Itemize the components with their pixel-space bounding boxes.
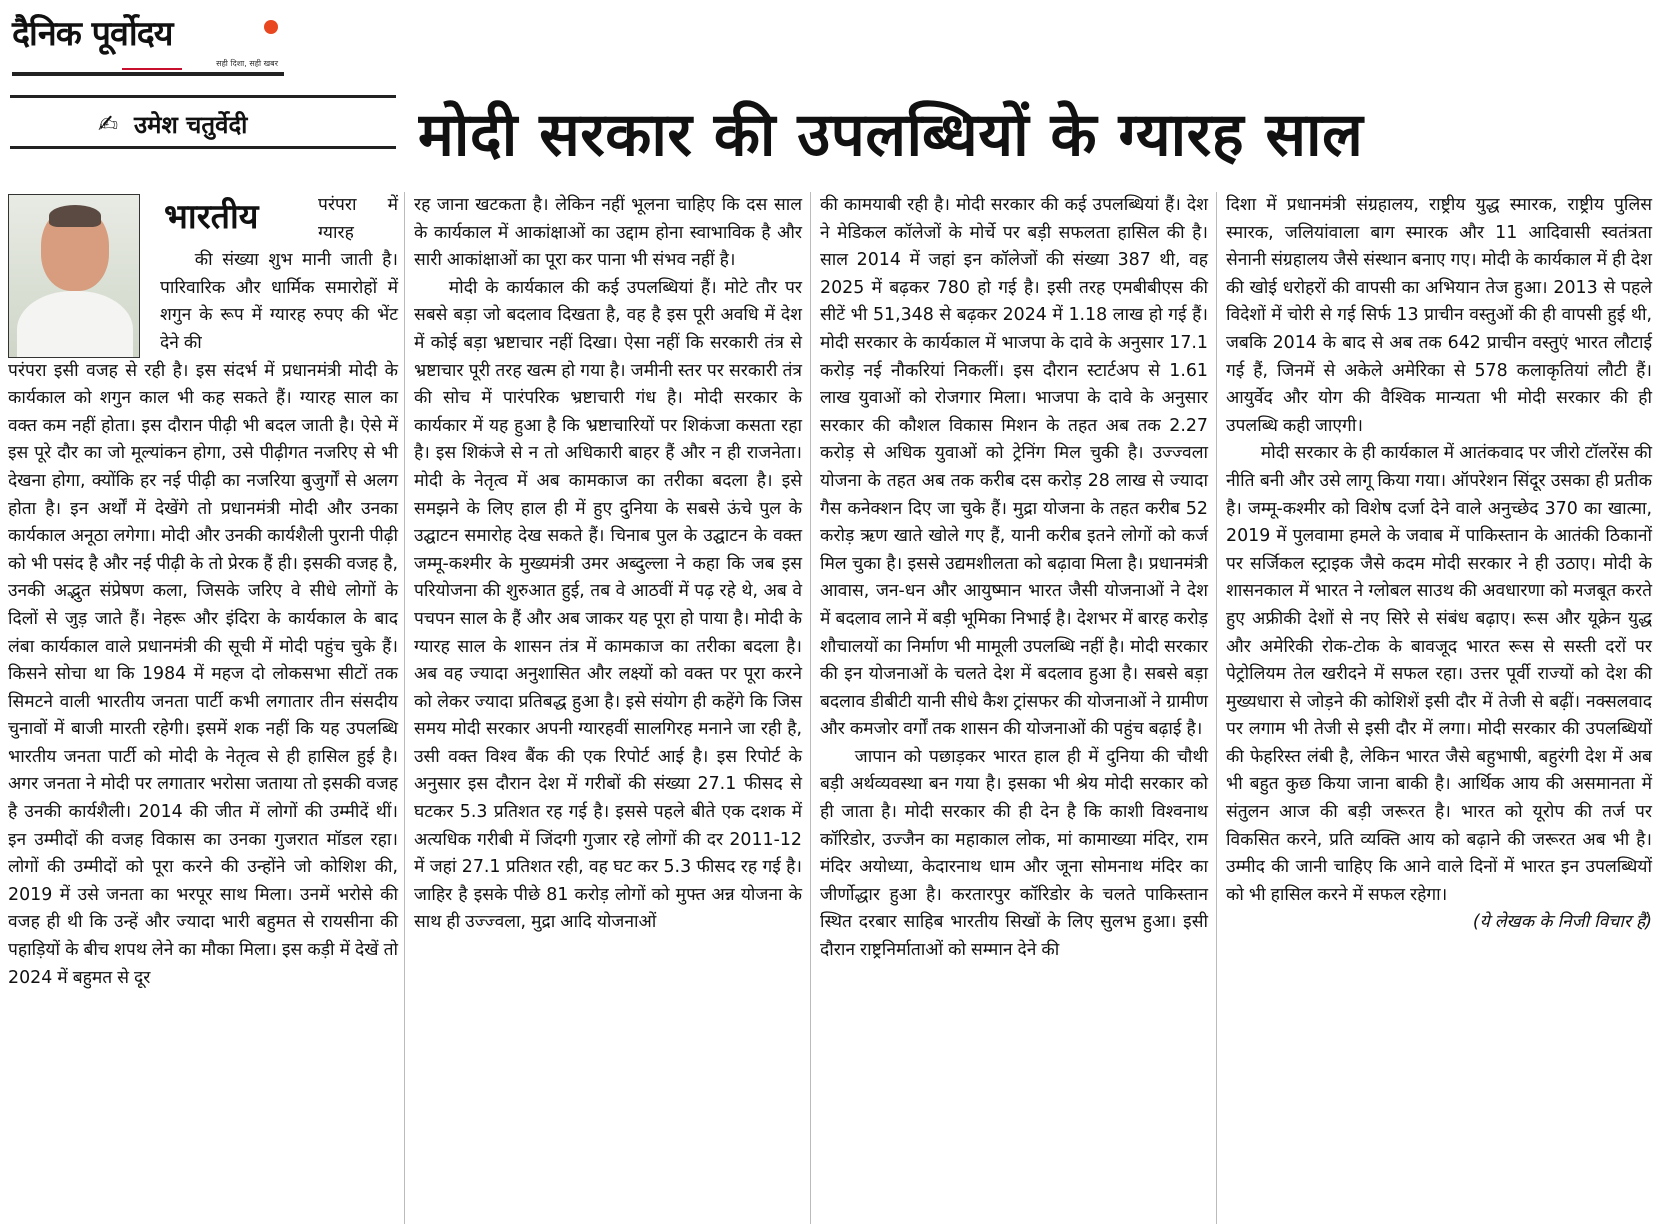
column-divider xyxy=(1216,192,1217,1224)
drop-word: भारतीय xyxy=(164,197,259,237)
masthead-rule xyxy=(12,72,284,76)
author-disclaimer: (ये लेखक के निजी विचार हैं) xyxy=(1472,912,1652,933)
column-4-paragraph-1: दिशा में प्रधानमंत्री संग्रहालय, राष्ट्रीय युद्ध स्मारक, राष्ट्रीय पुलिस स्मारक, जलियांवाला बाग स्मारक और 11 आदिवासी स्वतंत्रता सेनानी संग्रहालय जैसे संस्थान बनाए गए। मोदी के कार्यकाल में ही देश की खोई धरोहरों की वापसी का अभियान तेज हुआ। 2013 से पहले विदेशों में चोरी से गई सिर्फ 13 प्राचीन वस्तुओं की ही वापसी हुई थी, जबकि 2014 के बाद से अब तक 642 प्राचीन वस्तुएं भारत लौटाई गई हैं, जिनमें से अकेले अमेरिका से 578 कलाकृतियां लौटी हैं। आयुर्वेद और योग की वैश्विक मान्यता भी मोदी सरकार की ही उपलब्धि कही जाएगी। xyxy=(1226,195,1652,436)
column-3-paragraph-2: जापान को पछाड़कर भारत हाल ही में दुनिया की चौथी बड़ी अर्थव्यवस्था बन गया है। इसका भी श्रेय मोदी सरकार को ही जाता है। मोदी सरकार की ही देन है कि काशी विश्वनाथ कॉरिडोर, उज्जैन का महाकाल लोक, मां कामाख्या मंदिर, राम मंदिर अयोध्या, केदारनाथ धाम और जूना सोमनाथ मंदिर का जीर्णोद्धार हुआ है। करतारपुर कॉरिडोर के चलते पाकिस्तान स्थित दरबार साहिब भारतीय सिखों के लिए सुलभ हुआ। इसी दौरान राष्ट्रनिर्माताओं को सम्मान देने की xyxy=(820,746,1208,961)
column-1-wrap: की संख्या शुभ मानी जाती है। पारिवारिक और धार्मिक समारोहों में शगुन के रूप में ग्यारह रुपए की भेंट देने की xyxy=(160,250,398,353)
column-2-paragraph-1: रह जाना खटकता है। लेकिन नहीं भूलना चाहिए कि दस साल के कार्यकाल में आकांक्षाओं का उद्दाम होना स्वाभाविक है और सारी आकांक्षाओं का पूरा कर पाना भी संभव नहीं है। xyxy=(414,195,802,271)
column-divider xyxy=(404,192,405,1224)
masthead-logo xyxy=(12,14,284,72)
column-2-paragraph-2: मोदी के कार्यकाल की कई उपलब्धियां हैं। मोटे तौर पर सबसे बड़ा जो बदलाव दिखता है, वह है इस पूरी अवधि में देश में कोई बड़ा भ्रष्टाचार नहीं दिखा। ऐसा नहीं कि सरकारी तंत्र से भ्रष्टाचार पूरी तरह खत्म हो गया है। जमीनी स्तर पर सरकारी तंत्र की सोच में पारंपरिक भ्रष्टाचारी गंध है। मोदी सरकार के कार्यकार में यह हुआ है कि भ्रष्टाचारियों पर शिकंजा कसता रहा है। इस शिकंजे से न तो अधिकारी बाहर हैं और न ही राजनेता। मोदी के नेतृत्व में अब कामकाज का तरीका बदला है। इसे समझने के लिए हाल ही में हुए दुनिया के सबसे ऊंचे पुल के उद्घाटन समारोह देख सकते हैं। चिनाब पुल के उद्घाटन के वक्त जम्मू-कश्मीर के मुख्यमंत्री उमर अब्दुल्ला ने कहा कि जब इस परियोजना की शुरुआत हुई, तब वे आठवीं में पढ़ रहे थे, अब वे पचपन साल के हैं और अब जाकर यह पूरा हो पाया है। मोदी के ग्यारह साल के शासन तंत्र में कामकाज का तरीका बदला है। अब वह ज्यादा अनुशासित और लक्ष्यों को वक्त पर पूरा करने को लेकर ज्यादा प्रतिबद्ध हुआ है। इसे संयोग ही कहेंगे कि जिस समय मोदी सरकार अपनी ग्यारहवीं सालगिरह मनाने जा रही है, उसी वक्त विश्व बैंक की एक रिपोर्ट आई है। इस रिपोर्ट के अनुसार इस दौरान देश में गरीबों की संख्या 27.1 फीसद से घटकर 5.3 प्रतिशत रह गई है। इससे पहले बीते एक दशक में अत्यधिक गरीबी में जिंदगी गुजार रहे लोगों की दर 2011-12 में जहां 27.1 प्रतिशत रही, वह घट कर 5.3 फीसद रह गई है। जाहिर है इसके पीछे 81 करोड़ लोगों को मुफ्त अन्न योजना के साथ ही उज्ज्वला, मुद्रा आदि योजनाओं xyxy=(414,277,802,933)
newspaper-name: दैनिक पूर्वोदय xyxy=(12,14,173,54)
logo-dot-icon xyxy=(264,20,278,34)
column-3-paragraph-1: की कामयाबी रही है। मोदी सरकार की कई उपलब्धियां हैं। देश ने मेडिकल कॉलेजों के मोर्चे पर बड़ी सफलता हासिल की है। साल 2014 में जहां इन कॉलेजों की संख्या 387 थी, वह 2025 में बढ़कर 780 हो गई है। इसी तरह एमबीबीएस की सीटें भी 51,348 से बढ़कर 2024 में 1.18 लाख हो गई हैं। मोदी सरकार के कार्यकाल में भाजपा के दावे के अनुसार 17.1 करोड़ नई नौकरियां निकलीं। इस दौरान स्टार्टअप से 1.61 लाख युवाओं को रोजगार मिला। भाजपा के दावे के अनुसार सरकार की कौशल विकास मिशन के तहत अब तक 2.27 करोड़ से अधिक युवाओं को ट्रेनिंग मिल चुकी है। उज्ज्वला योजना के तहत अब तक करीब दस करोड़ 28 लाख से ज्यादा गैस कनेक्शन दिए जा चुके हैं। मुद्रा योजना के तहत करीब 52 करोड़ ऋण खाते खोले गए हैं, यानी करीब इतने लोगों को कर्ज मिल चुका है। इससे उद्यमशीलता को बढ़ावा मिला है। प्रधानमंत्री आवास, जन-धन और आयुष्मान भारत जैसी योजनाओं ने देश में बदलाव लाने में बड़ी भूमिका निभाई है। देशभर में बारह करोड़ शौचालयों का निर्माण भी मामूली उपलब्धि नहीं है। मोदी सरकार की इन योजनाओं के चलते देश में बदलाव हुआ है। सबसे बड़ा बदलाव डीबीटी यानी सीधे कैश ट्रांसफर की योजनाओं ने ग्रामीण और कमजोर वर्गों तक शासन की योजनाओं की पहुंच बढ़ाई है। xyxy=(820,195,1208,740)
article-column-1 xyxy=(8,192,398,992)
column-1-lead: परंपरा में ग्यारह xyxy=(318,195,398,243)
author-name: उमेश चतुर्वेदी xyxy=(134,111,248,139)
column-4-paragraph-2: मोदी सरकार के ही कार्यकाल में आतंकवाद पर जीरो टॉलरेंस की नीति बनी और उसे लागू किया गया। ऑपरेशन सिंदूर उसका ही प्रतीक है। जम्मू-कश्मीर को विशेष दर्जा देने वाले अनुच्छेद 370 का खात्मा, 2019 में पुलवामा हमले के जवाब में पाकिस्तान के आतंकी ठिकानों पर सर्जिकल स्ट्राइक जैसे कदम मोदी सरकार ने ही उठाए। मोदी के शासनकाल में भारत ने ग्लोबल साउथ की अवधारणा को मजबूत करते हुए अफ्रीकी देशों से नए सिरे से संबंध बढ़ाए। रूस और यूक्रेन युद्ध और अमेरिकी रोक-टोक के बावजूद भारत रूस से सस्ती दरों पर पेट्रोलियम तेल खरीदने में सफल रहा। उत्तर पूर्वी राज्यों को देश की मुख्यधारा से जोड़ने की कोशिशें इसी दौर में तेजी से बढ़ीं। नक्सलवाद पर लगाम भी तेजी से इसी दौर में लगा। मोदी सरकार की उपलब्धियों की फेहरिस्त लंबी है, लेकिन भारत जैसे बहुभाषी, बहुरंगी देश में अब भी बहुत कुछ किया जाना बाकी है। आर्थिक आय की असमानता में संतुलन आज की बड़ी जरूरत है। भारत को यूरोप की तर्ज पर विकसित करने, प्रति व्यक्ति आय को बढ़ाने की जरूरत अब भी है। उम्मीद की जानी चाहिए कि आने वाले दिनों में भारत इन उपलब्धियों को भी हासिल करने में सफल रहेगा। xyxy=(1226,443,1652,905)
pen-icon: ✍ xyxy=(98,110,119,138)
article-column-2 xyxy=(414,192,802,937)
column-1-body: परंपरा इसी वजह से रही है। इस संदर्भ में प्रधानमंत्री मोदी के कार्यकाल को शगुन काल भी कह सकते हैं। ग्यारह साल का वक्त कम नहीं होता। इस दौरान पीढ़ी भी बदल जाती है। ऐसे में इस पूरे दौर का जो मूल्यांकन होगा, उसे पीढ़ीगत नजरिए से भी देखना होगा, क्योंकि हर नई पीढ़ी का नजरिया बुजुर्गों से अलग होता है। इन अर्थों में देखेंगे तो प्रधानमंत्री मोदी और उनका कार्यकाल अनूठा लगेगा। मोदी और उनकी कार्यशैली पुरानी पीढ़ी को भी पसंद है और नई पीढ़ी के तो प्रेरक हैं ही। इसकी वजह है, उनकी अद्भुत संप्रेषण कला, जिसके जरिए वे सीधे लोगों के दिलों से जुड़ जाते हैं। नेहरू और इंदिरा के कार्यकाल के बाद लंबा कार्यकाल वाले प्रधानमंत्री की सूची में मोदी पहुंच चुके हैं। किसने सोचा था कि 1984 में महज दो लोकसभा सीटों तक सिमटने वाली भारतीय जनता पार्टी कभी लगातार तीन संसदीय चुनावों में बाजी मारती रहेगी। इसमें शक नहीं कि यह उपलब्धि भारतीय जनता पार्टी को मोदी के नेतृत्व से ही हासिल हुई है। अगर जनता ने मोदी पर लगातार भरोसा जताया तो इसकी वजह है उनकी कार्यशैली। 2014 की जीत में लोगों की उम्मीदें थीं। इन उम्मीदों की वजह विकास का उनका गुजरात मॉडल रहा। लोगों की उम्मीदों को पूरा करने की उन्होंने जो कोशिश की, 2019 में उसे जनता का भरपूर साथ मिला। उनमें भरोसे की वजह ही थी कि उन्हें और ज्यादा भारी बहुमत से रायसीना की पहाड़ियों के बीच शपथ लेने का मौका मिला। इस कड़ी में देखें तो 2024 में बहुमत से दूर xyxy=(8,360,398,988)
column-divider xyxy=(810,192,811,1224)
article-headline: मोदी सरकार की उपलब्धियों के ग्यारह साल xyxy=(418,100,1364,170)
byline xyxy=(10,95,396,149)
logo-accent-line xyxy=(122,68,182,70)
newspaper-tagline: सही दिशा, सही खबर xyxy=(216,59,278,68)
article-column-3 xyxy=(820,192,1208,965)
article-column-4 xyxy=(1226,192,1652,937)
